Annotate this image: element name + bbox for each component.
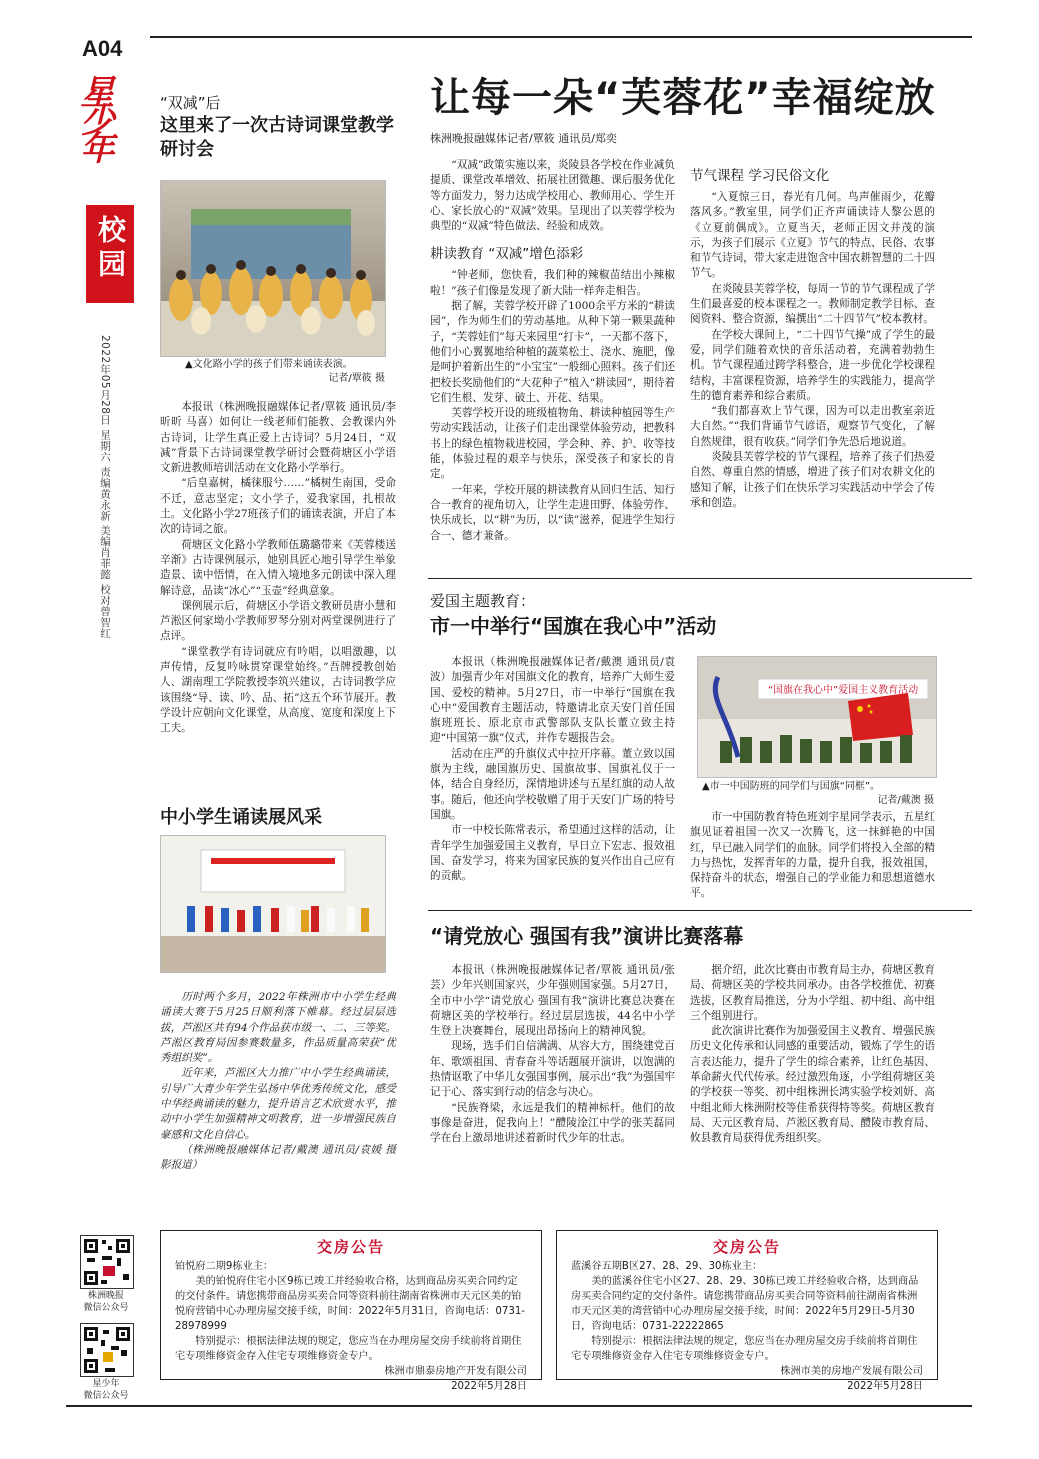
paragraph: “入夏惊三日，春光有几何。鸟声催雨少，花瓣落风多。”教室里，同学们正齐声诵读诗人黎公恩的《立夏前偶成》。立夏当天，老师正因文并茂的演示，为孩子们展示《立夏》节气的特点、民俗、农事和节气诗词，带大家走进饱含中国农耕智慧的二十四节气。 [690,191,935,280]
notice2-addressee: 蓝溪谷五期B区27、28、29、30栋业主： [571,1261,763,1272]
paragraph: 课例展示后，荷塘区小学语文教研员唐小慧和芦淞区何家坳小学教师罗琴分别对两堂课例进行了点评。 [160,599,396,643]
article5-col1 [430,963,675,1147]
paragraph: 现场，选手们自信满满、从容大方，围绕建党百年、歌颂祖国、青春奋斗等话题展开演讲，以饱满的热情讴歌了中华儿女强国事例，展示出“我”为强国牢记于心、落实到行动的信念与决心。 [430,1040,675,1099]
article5-col2 [690,963,935,1147]
qr-pattern-icon [81,1324,133,1376]
notice2-company: 株洲市美的房地产发展有限公司 [780,1366,923,1377]
divider-1 [428,578,972,579]
paragraph: 一年来，学校开展的耕读教育从回归生活、知行合一教育的视角切入，让学生走进田野、体验劳作、快乐成长，以“耕”为历，以“读”滋养，促进学生知行合一、德才兼备。 [430,483,675,542]
flag-ceremony-image [698,657,936,777]
paragraph: “课堂教学有诗词就应有吟唱，以唱激趣，以声传情，反复吟咏贯穿课堂始终。”吾牌授教创始人、湖南理工学院教授李筑兴建议，古诗词教学应该围绕“导、读、吟、品、拓”这五个环节展开。教学设计应朝向文化课堂，从高度、宽度和深度上下工夫。 [160,645,396,735]
paragraph: “后皇嘉树，橘徕服兮……”橘树生南国，受命不迁，意志坚定；文小学子，爱我家国，扎根故土。文化路小学27班孩子们的诵读表演，开启了本次的诗词之旅。 [160,477,396,536]
paragraph: “民族脊梁，永远是我们的精神标杆。他们的故事像是奋进，促我向上！”醴陵淦江中学的张芙磊同学在台上激昂地讲述着新时代少年的壮志。 [430,1101,675,1145]
paragraph: “我们都喜欢上节气课，因为可以走出教室亲近大自然。”“我们背诵节气谚语，观察节气变化，了解自然规律，很有收获。”同学们争先恐后地说道。 [690,405,935,448]
article4-kicker: 爱国主题教育： [430,592,536,610]
article3-col2 [690,158,935,511]
article3-subhead1: 耕读教育 “双减”增色添彩 [430,246,584,263]
paragraph: “钟老师，您快看，我们种的辣椒苗结出小辣椒啦！”孩子们像是发现了新大陆一样奔走相告。 [430,269,675,297]
recitation-stage-image [161,836,385,972]
paragraph: 本报讯（株洲晚报融媒体记者/戴澳 通讯员/袁波）加强青少年对国旗文化的教育，培养广大师生爱国、爱校的精神。5月27日，市一中举行“国旗在我心中”爱国教育主题活动，特邀请北京天安门首任国旗班班长、原北京市武警部队支队长董立致主持迎“中国第一旗”仪式，并作专题报告会。 [430,656,675,745]
article4-col1 [430,655,675,884]
paragraph: 荷塘区文化路小学教师伍璐璐带来《芙蓉楼送辛渐》古诗课例展示，她别具匠心地引导学生举象造景、读中悟情，在入情入境地多元朗读中深入理解诗意，品读“冰心”“玉壶”经典意象。 [160,538,396,597]
article5-title: “请党放心 强国有我”演讲比赛落幕 [430,924,744,948]
qr1-label: 株洲晚报 微信公众号 [83,1291,129,1313]
section-tag [86,205,134,303]
notice-1 [160,1230,542,1392]
paragraph: 美的铂悦府住宅小区9栋已竣工并经验收合格，达到商品房买卖合同约定的交付条件。请您携带商品房买卖合同等资料前往湖南省株洲市天元区美的铂悦府营销中心办理房屋交接手续，时间：2022年5月31日，咨询电话：0731-28978999 [175,1276,526,1332]
dance-performance-image [161,181,385,356]
divider-2 [428,910,972,911]
notice1-date: 2022年5月28日 [451,1381,527,1392]
qr-pattern-icon [81,1236,133,1288]
paragraph: 在学校大课间上，“二十四节气操”成了学生的最爱，同学们随着欢快的音乐活动着，充满着勃勃生机。节气课程通过跨学科整合，进一步优化学校课程结构，丰富课程资源，培养学生的实践能力，提高学生的德育素养和综合素质。 [690,328,935,402]
section-tag-label: 校园 [94,215,127,283]
article4-photo [697,656,937,778]
bottom-rule [66,1405,972,1407]
date-line: 2022年05月28日 星期六 责编黄永新 美编肖菲懿 校对曾智红 [99,335,111,639]
article2-body [160,990,396,1174]
notice1-addressee: 铂悦府二期9栋业主： [175,1261,274,1272]
paragraph: 据了解，芙蓉学校开辟了1000余平方米的“耕读园”，作为师生们的劳动基地。从种下第一颗果蔬种子，“芙蓉娃们”每天来园里“打卡”，一天都不落下，他们小心翼翼地给种植的蔬菜松土、浇水、施肥，像是呵护着新出生的“小宝宝”一般细心照料。孩子们还把校长奖励他们的“大花种子”植入“耕读园”，期待着它们生根、发芽、破土、开花、结果。 [430,300,675,404]
article3-col1 [430,158,675,544]
article1-caption-text: ▲文化路小学的孩子们带来诵读表演。 [185,359,353,370]
paragraph: 本报讯（株洲晚报融媒体记者/覃筱 通讯员/李昕昕 马喜）如何让一线老师们能教、会教课内外古诗词，让学生真正爱上古诗词？5月24日，“双减”背景下古诗词课堂教学研讨会暨荷塘区小学语文新进教师培训活动在文化路小学举行。 [160,401,396,475]
paragraph: （株洲晚报融媒体记者/戴澳 通讯员/袁媛 摄影报道） [160,1143,396,1172]
qr-code-zhuzhou-evening [80,1235,134,1289]
article1-credit: 记者/覃筱 摄 [328,373,385,384]
article4-caption-text: ▲市一中国防班的同学们与国旗“同框”。 [702,781,881,792]
notice1-title: 交房公告 [316,1238,385,1256]
article4-col2 [690,810,935,902]
article1-caption [185,358,385,386]
paragraph: “双减”政策实施以来，炎陵县各学校在作业减负提质、课堂改革增效、拓展社团微趣、课后服务优化等方面发力，努力达成学校用心、教师用心、学生开心、家长放心的“双减”效果。呈现出了以芙蓉学校为典型的“双减”特色做法、经验和成效。 [430,159,675,233]
masthead-brand-logo [74,74,146,192]
qr-code-xingshaonian [80,1323,134,1377]
article2-photo [160,835,386,973]
paragraph: 历时两个多月，2022年株洲市中小学生经典诵读大赛于5月25日顺利落下帷幕。经过层层选拔，芦淞区共有94个作品获市级一、二、三等奖。芦淞区教育局因参赛数量多，作品质量高荣获“优秀组织奖”。 [160,991,396,1065]
article2-title: 中小学生诵读展风采 [160,807,322,828]
masthead-brand: 星少年 [74,74,114,158]
article4-credit: 记者/戴澳 摄 [877,795,934,806]
article3-subhead2: 节气课程 学习民俗文化 [690,168,830,184]
paragraph: 美的蓝溪谷住宅小区27、28、29、30栋已竣工并经验收合格，达到商品房买卖合同约定的交付条件。请您携带商品房买卖合同等资料前往湖南省株洲市天元区美的湾营销中心办理房屋交接手续，时间：2022年5月29日-5月30日，咨询电话：0731-22222865 [571,1276,919,1332]
notice1-company: 株洲市鼎泰房地产开发有限公司 [384,1366,527,1377]
paragraph: 近年来，芦淞区大力推广中小学生经典诵读，引导广大青少年学生弘扬中华优秀传统文化，感受中华经典诵读的魅力，提升语言艺术欣赏水平，推动中小学生加强精神文明教育，进一步增强民族自豪感和文化自信心。 [160,1067,396,1141]
notice2-date: 2022年5月28日 [847,1381,923,1392]
article4-title: 市一中举行“国旗在我心中”活动 [430,614,717,638]
paragraph: 此次演讲比赛作为加强爱国主义教育、增强民族历史文化传承和认同感的重要活动，锻炼了学生的语言表达能力，提升了学生的综合素养，让红色基因、革命薪火代代传承。经过激烈角逐，小学组荷塘区美的学校获一等奖、初中组株洲长鸿实验学校刘妍、高中组北师大株洲附校等佳希获得特等奖。荷塘区教育局、天元区教育局、芦淞区教育局、醴陵市教育局、攸县教育局获得优秀组织奖。 [690,1025,935,1145]
notice2-title: 交房公告 [712,1238,781,1256]
article3-title: 让每一朵“芙蓉花”幸福绽放 [430,75,936,121]
article1-photo [160,180,386,357]
article1-kicker: “双减”后 [160,94,221,112]
top-rule [150,36,972,38]
paragraph: 芙蓉学校开设的班级植物角、耕读种植园等生产劳动实践活动，让孩子们走出课堂体验劳动，把教科书上的绿色植物栽进校园，学会种、养、护、收等技能，体验过程的艰辛与快乐，深受孩子和家长的肯定。 [430,407,675,481]
notice-2 [556,1230,938,1392]
paragraph: 活动在庄严的升旗仪式中拉开序幕。董立致以国旗为主线，融国旗历史、国旗故事、国旗礼仪于一体，结合自身经历，深情地讲述与五星红旗的动人故事。随后，他还向学校敬赠了用于天安门广场的特号国旗。 [430,747,675,821]
paragraph: 在炎陵县芙蓉学校，每周一节的节气课程成了学生们最喜爱的校本课程之一。教师制定教学目标、查阅资料、整合资源，编撰出“二十四节气”校本教材。 [690,282,935,326]
paragraph: 市一中校长陈常表示，希望通过这样的活动，让青年学生加强爱国主义教育，早日立下宏志、报效祖国、奋发学习，将来为国家民族的复兴作出自己应有的贡献。 [430,824,675,883]
paragraph: 据介绍，此次比赛由市教育局主办，荷塘区教育局、荷塘区美的学校共同承办。由各学校推优、初赛选拔，区教育局推送，分为小学组、初中组、高中组三个组别进行。 [690,964,935,1022]
paragraph: 特别提示：根据法律法规的规定，您应当在办理房屋交房手续前将首期住宅专项维修资金存入住宅专项维修资金专户。 [175,1336,522,1362]
paragraph: 本报讯（株洲晚报融媒体记者/覃筱 通讯员/张芸）少年兴则国家兴，少年强则国家强。5月27日，全市中小学“请党放心 强国有我”演讲比赛总决赛在荷塘区美的学校举行。经过层层选拔，44名中小学生登上决赛舞台，展现出昂扬向上的精神风貌。 [430,964,675,1038]
article3-byline: 株洲晚报融媒体记者/覃筱 通讯员/郑奕 [430,132,617,145]
paragraph: 特别提示：根据法律法规的规定，您应当在办理房屋交房手续前将首期住宅专项维修资金存入住宅专项维修资金专户。 [571,1336,918,1362]
qr2-label: 星少年 微信公众号 [83,1379,129,1401]
article1-title: 这里来了一次古诗词课堂教学研讨会 [160,115,394,160]
paragraph: 炎陵县芙蓉学校的节气课程，培养了孩子们热爱自然、尊重自然的情感，增进了孩子们对农耕文化的感知了解，让孩子们在快乐学习实践活动中学会了传承和创造。 [690,451,935,509]
paragraph: 市一中国防教育特色班刘宇星同学表示，五星红旗见证着祖国一次又一次腾飞，这一抹鲜艳的中国红，早已融入同学们的血脉。同学们将投入全部的精力与热忱，发挥青年的力量，提升自我，报效祖国，保持奋斗的状态，增强自己的学业能力和思想道德水平。 [690,811,935,900]
article4-caption [702,780,934,808]
page-number: A04 [82,36,123,61]
article4-banner: “国旗在我心中”爱国主义教育活动 [767,685,919,696]
article1-body [160,400,396,737]
